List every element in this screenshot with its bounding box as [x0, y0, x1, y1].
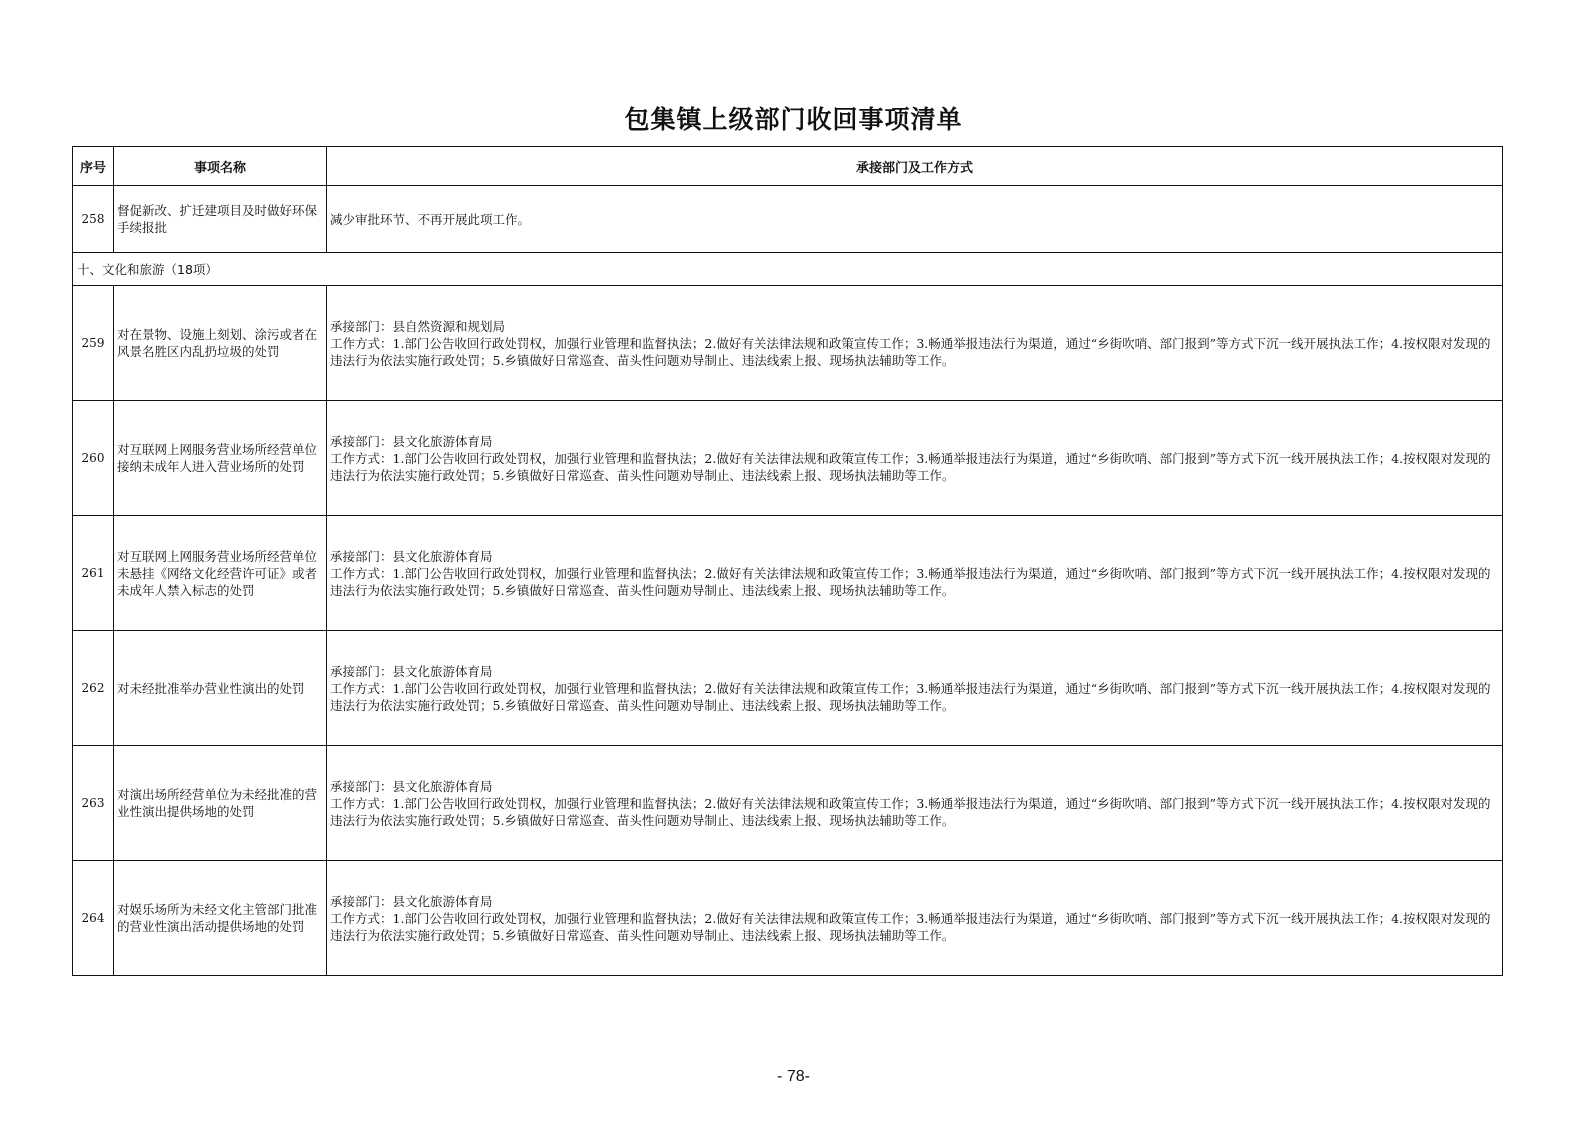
table-header-row [73, 147, 1503, 186]
row-item-name: 对互联网上网服务营业场所经营单位接纳未成年人进入营业场所的处罚 [114, 401, 327, 516]
row-dept-method [327, 401, 1503, 516]
section-heading: 十、文化和旅游（18项） [73, 253, 1503, 286]
row-work-method: 工作方式：1.部门公告收回行政处罚权，加强行业管理和监督执法；2.做好有关法律法规和政策宣传工作；3.畅通举报违法行为渠道，通过“乡街吹哨、部门报到”等方式下沉一线开展执法工作；4.按权限对发现的违法行为依法实施行政处罚；5.乡镇做好日常巡查、苗头性问题劝导制止、违法线索上报、现场执法辅助等工作。 [330, 910, 1491, 943]
row-work-method: 工作方式：1.部门公告收回行政处罚权，加强行业管理和监督执法；2.做好有关法律法规和政策宣传工作；3.畅通举报违法行为渠道，通过“乡街吹哨、部门报到”等方式下沉一线开展执法工作；4.按权限对发现的违法行为依法实施行政处罚；5.乡镇做好日常巡查、苗头性问题劝导制止、违法线索上报、现场执法辅助等工作。 [330, 450, 1491, 483]
row-department: 承接部门：县文化旅游体育局 [330, 663, 493, 679]
row-dept-method [327, 516, 1503, 631]
row-item-name: 对未经批准举办营业性演出的处罚 [114, 631, 327, 746]
row-department: 承接部门：县文化旅游体育局 [330, 778, 493, 794]
row-item-name: 对在景物、设施上刻划、涂污或者在风景名胜区内乱扔垃圾的处罚 [114, 286, 327, 401]
row-seq: 262 [73, 631, 114, 746]
row-item-name: 对娱乐场所为未经文化主管部门批准的营业性演出活动提供场地的处罚 [114, 861, 327, 976]
table-row [73, 286, 1503, 401]
row-work-method: 减少审批环节、不再开展此项工作。 [327, 186, 1503, 253]
row-item-name: 对演出场所经营单位为未经批准的营业性演出提供场地的处罚 [114, 746, 327, 861]
page-number: - 78- [777, 1068, 810, 1085]
table-row [73, 631, 1503, 746]
row-department: 承接部门：县文化旅游体育局 [330, 548, 493, 564]
row-work-method: 工作方式：1.部门公告收回行政处罚权，加强行业管理和监督执法；2.做好有关法律法规和政策宣传工作；3.畅通举报违法行为渠道，通过“乡街吹哨、部门报到”等方式下沉一线开展执法工作；4.按权限对发现的违法行为依法实施行政处罚；5.乡镇做好日常巡查、苗头性问题劝导制止、违法线索上报、现场执法辅助等工作。 [330, 335, 1491, 368]
table-row [73, 516, 1503, 631]
row-dept-method [327, 631, 1503, 746]
row-item-name: 对互联网上网服务营业场所经营单位未悬挂《网络文化经营许可证》或者未成年人禁入标志的处罚 [114, 516, 327, 631]
row-dept-method [327, 746, 1503, 861]
row-seq: 261 [73, 516, 114, 631]
row-work-method: 工作方式：1.部门公告收回行政处罚权，加强行业管理和监督执法；2.做好有关法律法规和政策宣传工作；3.畅通举报违法行为渠道，通过“乡街吹哨、部门报到”等方式下沉一线开展执法工作；4.按权限对发现的违法行为依法实施行政处罚；5.乡镇做好日常巡查、苗头性问题劝导制止、违法线索上报、现场执法辅助等工作。 [330, 795, 1491, 828]
header-seq: 序号 [73, 147, 114, 186]
row-dept-method [327, 286, 1503, 401]
row-seq: 260 [73, 401, 114, 516]
table-row [73, 401, 1503, 516]
row-work-method: 工作方式：1.部门公告收回行政处罚权，加强行业管理和监督执法；2.做好有关法律法规和政策宣传工作；3.畅通举报违法行为渠道，通过“乡街吹哨、部门报到”等方式下沉一线开展执法工作；4.按权限对发现的违法行为依法实施行政处罚；5.乡镇做好日常巡查、苗头性问题劝导制止、违法线索上报、现场执法辅助等工作。 [330, 565, 1491, 598]
items-table [72, 146, 1503, 976]
table-row [73, 861, 1503, 976]
row-dept-method [327, 861, 1503, 976]
row-seq: 263 [73, 746, 114, 861]
table-row [73, 186, 1503, 253]
row-department: 承接部门：县文化旅游体育局 [330, 893, 493, 909]
row-work-method: 工作方式：1.部门公告收回行政处罚权，加强行业管理和监督执法；2.做好有关法律法规和政策宣传工作；3.畅通举报违法行为渠道，通过“乡街吹哨、部门报到”等方式下沉一线开展执法工作；4.按权限对发现的违法行为依法实施行政处罚；5.乡镇做好日常巡查、苗头性问题劝导制止、违法线索上报、现场执法辅助等工作。 [330, 680, 1491, 713]
section-row [73, 253, 1503, 286]
row-item-name: 督促新改、扩迁建项目及时做好环保手续报批 [114, 186, 327, 253]
header-item-name: 事项名称 [114, 147, 327, 186]
row-department: 承接部门：县文化旅游体育局 [330, 433, 493, 449]
row-seq: 259 [73, 286, 114, 401]
row-seq: 264 [73, 861, 114, 976]
row-department: 承接部门：县自然资源和规划局 [330, 318, 506, 334]
row-seq: 258 [73, 186, 114, 253]
page-title: 包集镇上级部门收回事项清单 [624, 105, 963, 134]
header-dept-method: 承接部门及工作方式 [327, 147, 1503, 186]
table-row [73, 746, 1503, 861]
